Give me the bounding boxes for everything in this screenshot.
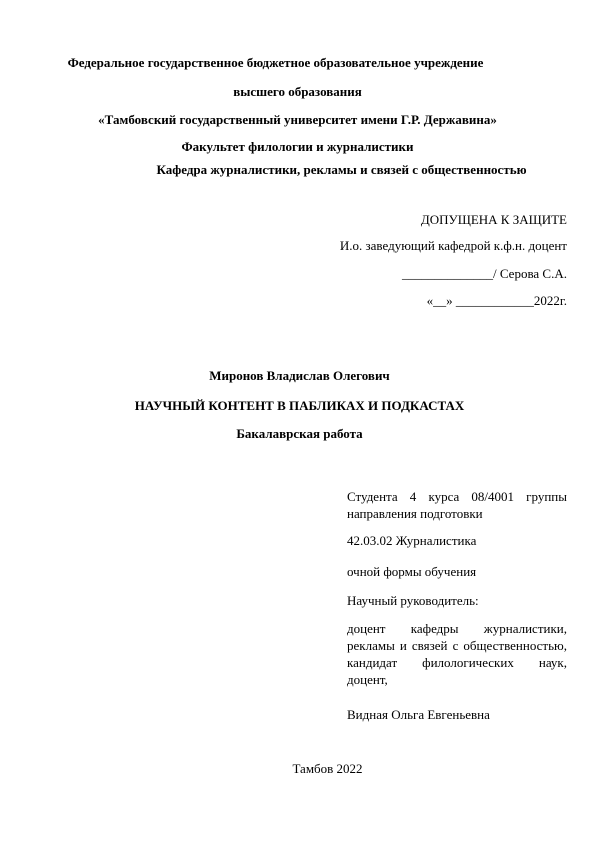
approval-date: «__» ____________2022г. [426, 293, 567, 308]
institution-line-2 [0, 84, 595, 100]
city-year-line [0, 761, 595, 777]
institution-line-3 [0, 112, 595, 128]
student-group: Студента 4 курса 08/4001 группы направления подготовки [347, 489, 567, 521]
education-level: высшего образования [233, 84, 362, 99]
institution-line-1 [0, 55, 595, 71]
student-specialty: 42.03.02 Журналистика [347, 533, 477, 548]
approval-status: ДОПУЩЕНА К ЗАЩИТЕ [420, 212, 567, 227]
approval-signature: ______________/ Серова С.А. [401, 266, 567, 281]
work-title: НАУЧНЫЙ КОНТЕНТ В ПАБЛИКАХ И ПОДКАСТАХ [134, 398, 465, 413]
department-name: Кафедра журналистики, рекламы и связей с общественностью [156, 162, 527, 177]
author-line [0, 368, 595, 384]
approval-position: И.о. заведующий кафедрой к.ф.н. доцент [339, 238, 567, 253]
student-study-form: очной формы обучения [347, 564, 477, 579]
supervisor-name: Видная Ольга Евгеньевна [347, 707, 490, 722]
title-line [0, 398, 595, 414]
city-year: Тамбов 2022 [292, 761, 363, 776]
work-type-line [0, 426, 595, 442]
author-name: Миронов Владислав Олегович [209, 368, 390, 383]
faculty-name: Факультет филологии и журналистики [181, 139, 414, 154]
institution-type: Федеральное государственное бюджетное образовательное учреждение [67, 55, 484, 70]
supervisor-label: Научный руководитель: [347, 593, 479, 608]
work-type: Бакалаврская работа [236, 426, 363, 441]
university-name: «Тамбовский государственный университет имени Г.Р. Державина» [98, 112, 497, 127]
supervisor-position: доцент кафедры журналистики, рекламы и связей с общественностью, кандидат филологических наук, доцент, [347, 621, 567, 687]
institution-line-5 [0, 162, 595, 178]
institution-line-4 [0, 139, 595, 155]
